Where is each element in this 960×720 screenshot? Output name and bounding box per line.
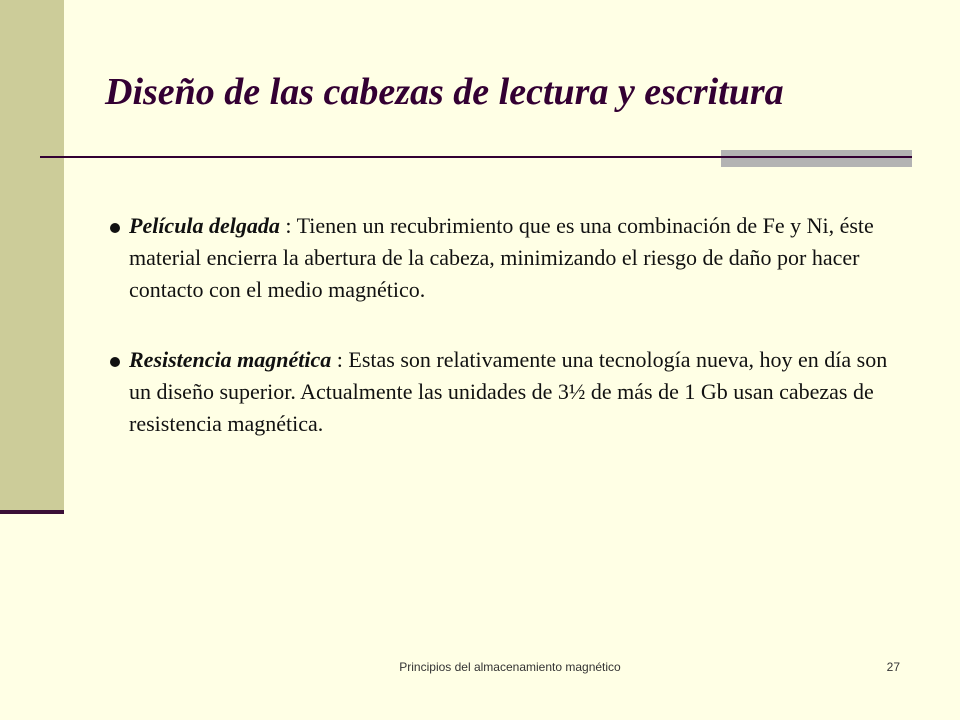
bullet-item bbox=[108, 210, 908, 306]
footer-text: Principios del almacenamiento magnético bbox=[399, 660, 621, 674]
slide-title: Diseño de las cabezas de lectura y escritura bbox=[105, 71, 784, 113]
bullet-text: : Estas son relativamente una tecnología nueva, hoy en día son un diseño superior. Actualmente las unidades de 3½ de más de 1 Gb usan cabezas de resistencia magnética. bbox=[129, 347, 888, 436]
bullet-dot-icon bbox=[110, 223, 120, 233]
bullet-term: Resistencia magnética bbox=[129, 347, 332, 372]
title-divider-line-overlay bbox=[721, 156, 912, 158]
title-divider-accent-block bbox=[721, 150, 912, 167]
bullet-dot-icon bbox=[110, 357, 120, 367]
left-decorative-band bbox=[0, 0, 64, 510]
bullet-term: Película delgada bbox=[129, 213, 280, 238]
left-band-accent-line bbox=[0, 510, 64, 514]
bullet-list bbox=[108, 210, 908, 440]
bullet-item bbox=[108, 344, 908, 440]
bullet-text: : Tienen un recubrimiento que es una combinación de Fe y Ni, éste material encierra la abertura de la cabeza, minimizando el riesgo de daño por hacer contacto con el medio magnético. bbox=[129, 213, 874, 302]
page-number: 27 bbox=[886, 660, 900, 674]
